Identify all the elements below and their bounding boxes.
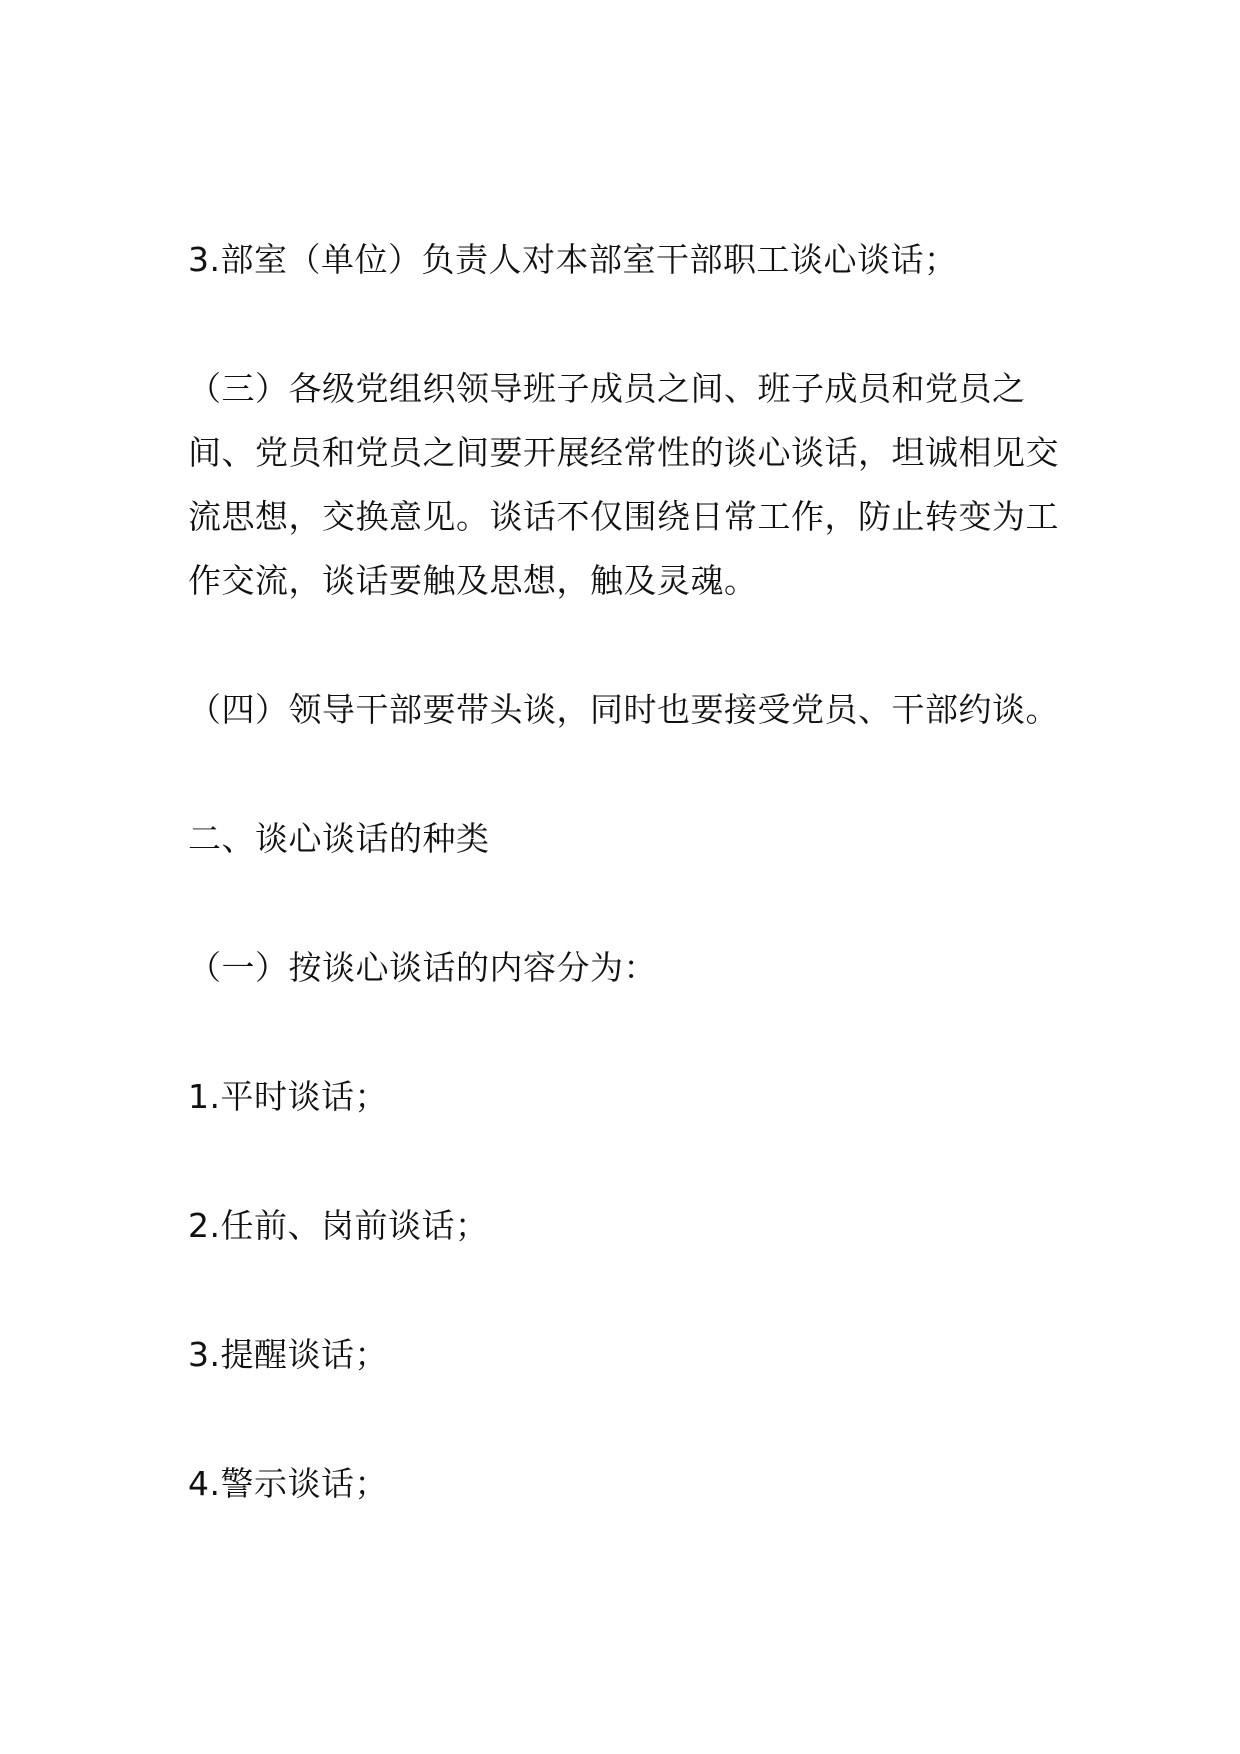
paragraph-dept-head-talk: 3.部室（单位）负责人对本部室干部职工谈心谈话； xyxy=(188,240,958,279)
list-item-routine-talk: 1.平时谈话； xyxy=(188,1077,388,1116)
paragraph-leaders-take-lead: （四）领导干部要带头谈，同时也要接受党员、干部约谈。 xyxy=(188,690,1059,729)
list-item-pre-appointment-talk: 2.任前、岗前谈话； xyxy=(188,1206,489,1245)
subsection-by-content: （一）按谈心谈话的内容分为： xyxy=(188,948,657,987)
section-heading-talk-types: 二、谈心谈话的种类 xyxy=(188,819,490,858)
paragraph-regular-talks: （三）各级党组织领导班子成员之间、班子成员和党员之间、党员和党员之间要开展经常性的谈心谈话，坦诚相见交流思想，交换意见。谈话不仅围绕日常工作，防止转变为工作交流，谈话要触及思想，触及灵魂。 xyxy=(188,369,1059,600)
list-item-reminder-talk: 3.提醒谈话； xyxy=(188,1335,388,1374)
list-item-warning-talk: 4.警示谈话； xyxy=(188,1464,388,1503)
document-body xyxy=(188,228,1068,1581)
